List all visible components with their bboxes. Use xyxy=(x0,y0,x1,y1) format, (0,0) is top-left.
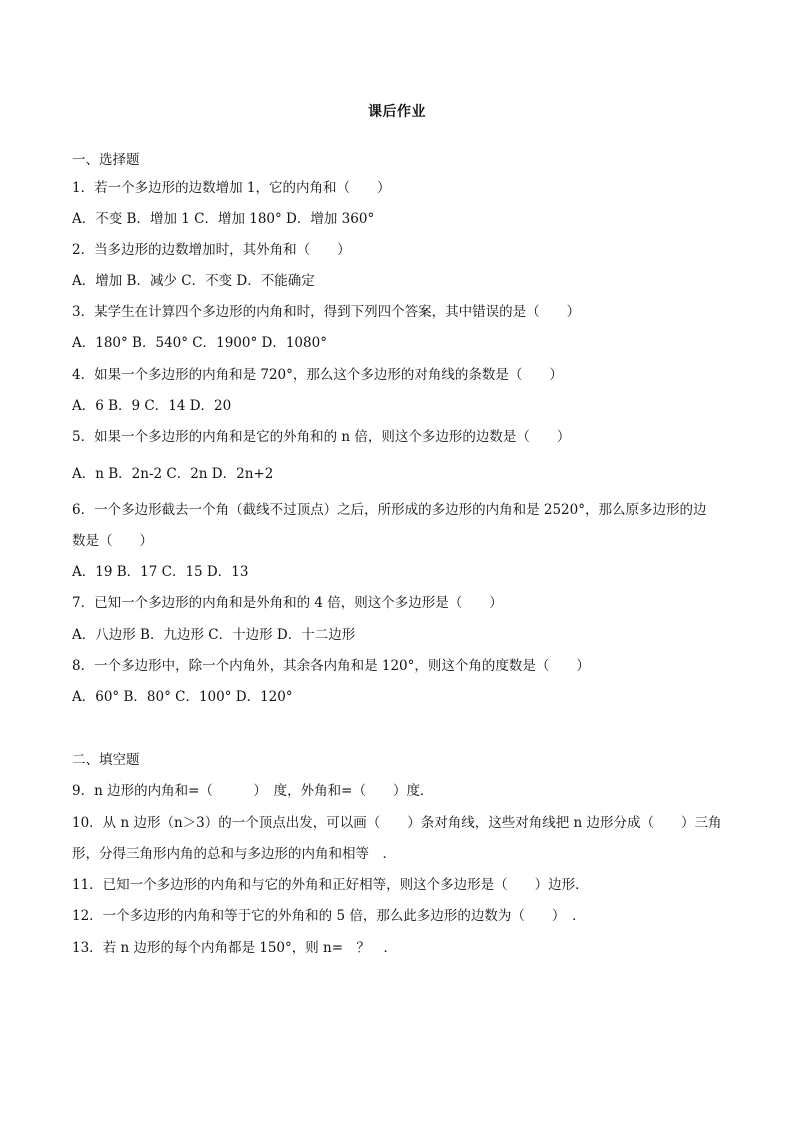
question-4: 4．如果一个多边形的内角和是 720°，那么这个多边形的对角线的条数是（ ） xyxy=(72,367,563,383)
question-5-options: A．n B．2n-2 C．2n D．2n+2 xyxy=(72,466,274,482)
question-12: 12．一个多边形的内角和等于它的外角和的 5 倍，那么此多边形的边数为（ ） ． xyxy=(72,908,586,924)
section-heading-multiple-choice: 一、选择题 xyxy=(72,152,140,168)
question-2: 2．当多边形的边数增加时，其外角和（ ） xyxy=(72,242,351,258)
question-4-options: A．6 B．9 C．14 D．20 xyxy=(72,398,232,414)
question-10-line-1: 10．从 n 边形（n＞3）的一个顶点出发，可以画（ ）条对角线，这些对角线把 n 边形分成（ ）三角 xyxy=(72,815,722,831)
question-6-line-2: 数是（ ） xyxy=(72,533,153,549)
question-7-options: A．八边形 B．九边形 C．十边形 D．十二边形 xyxy=(72,627,356,643)
question-2-options: A．增加 B．减少 C．不变 D．不能确定 xyxy=(72,273,315,289)
question-7: 7．已知一个多边形的内角和是外角和的 4 倍，则这个多边形是（ ） xyxy=(72,595,503,611)
question-13: 13．若 n 边形的每个内角都是 150°，则 n= ？ ． xyxy=(72,940,398,956)
question-6-line-1: 6．一个多边形截去一个角（截线不过顶点）之后，所形成的多边形的内角和是 2520°，那么原多边形的边 xyxy=(72,502,707,518)
question-1-options: A．不变 B．增加 1 C．增加 180° D．增加 360° xyxy=(72,211,375,227)
question-1: 1．若一个多边形的边数增加 1，它的内角和（ ） xyxy=(72,180,391,196)
question-6-options: A．19 B．17 C．15 D．13 xyxy=(72,564,249,580)
question-5: 5．如果一个多边形的内角和是它的外角和的 n 倍，则这个多边形的边数是（ ） xyxy=(72,429,571,445)
section-heading-fill-in: 二、填空题 xyxy=(72,752,140,768)
question-8-options: A．60° B．80° C．100° D．120° xyxy=(72,689,293,705)
page-title: 课后作业 xyxy=(368,104,426,120)
question-10-line-2: 形，分得三角形内角的总和与多边形的内角和相等 ． xyxy=(72,846,396,862)
question-11: 11．已知一个多边形的内角和与它的外角和正好相等，则这个多边形是（ ）边形． xyxy=(72,877,589,893)
question-8: 8．一个多边形中，除一个内角外，其余各内角和是 120°，则这个角的度数是（ ） xyxy=(72,658,590,674)
question-3-options: A．180° B．540° C．1900° D．1080° xyxy=(72,335,327,351)
question-3: 3．某学生在计算四个多边形的内角和时，得到下列四个答案，其中错误的是（ ） xyxy=(72,304,581,320)
question-9: 9．n 边形的内角和=（ ） 度，外角和=（ ）度． xyxy=(72,783,434,799)
